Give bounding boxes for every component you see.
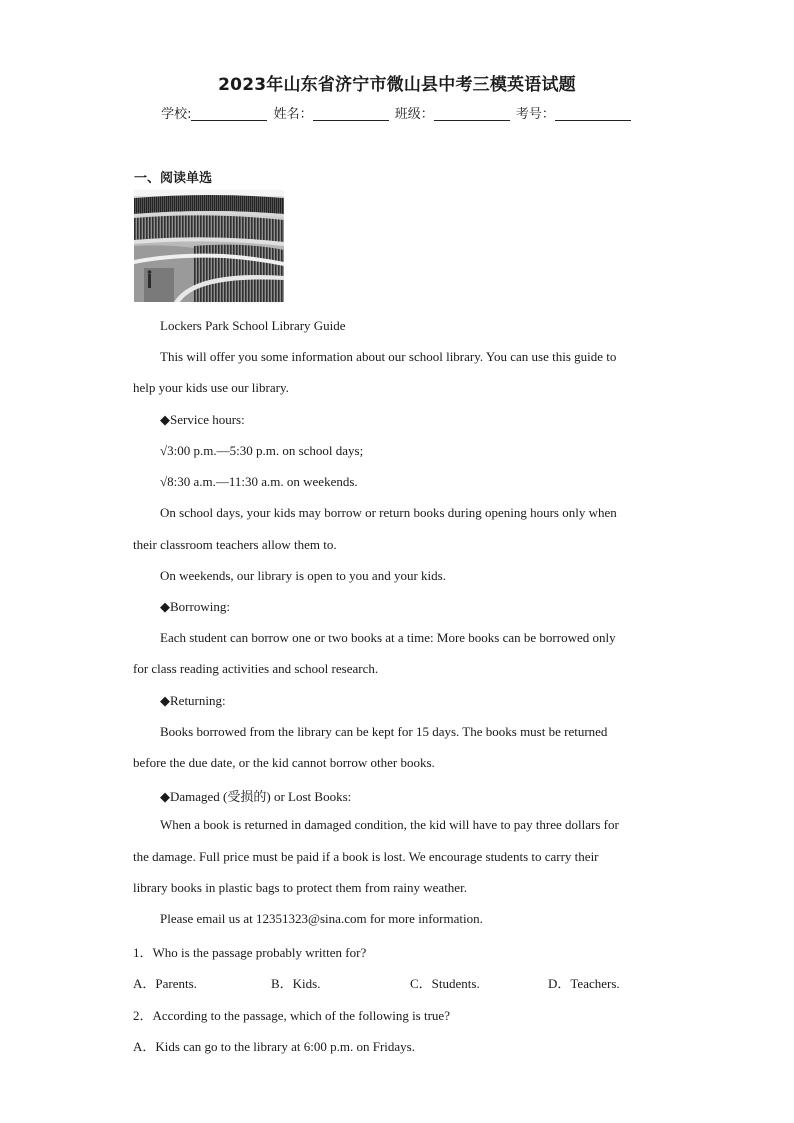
exam-number-blank[interactable] bbox=[555, 107, 631, 121]
returning-text-2: before the due date, or the kid cannot borrow other books. bbox=[133, 755, 435, 770]
weekends-text: On weekends, our library is open to you and your kids. bbox=[160, 568, 446, 583]
returning-heading: ◆Returning: bbox=[160, 693, 226, 708]
borrowing-text-2: for class reading activities and school research. bbox=[133, 661, 379, 676]
question-1-option-c[interactable]: C．Students. bbox=[410, 976, 480, 991]
class-label: 班级： bbox=[394, 107, 434, 122]
returning-text-1: Books borrowed from the library can be kept for 15 days. The books must be returned bbox=[160, 724, 608, 739]
school-blank[interactable] bbox=[191, 107, 267, 121]
name-label: 姓名： bbox=[273, 107, 313, 122]
hours-weekends: √8:30 a.m.—11:30 a.m. on weekends. bbox=[160, 474, 358, 489]
question-1-option-d[interactable]: D．Teachers. bbox=[548, 976, 620, 991]
damaged-text-2: the damage. Full price must be paid if a book is lost. We encourage students to carry their bbox=[133, 849, 599, 864]
question-1-option-b[interactable]: B．Kids. bbox=[271, 976, 321, 991]
service-hours-heading: ◆Service hours: bbox=[160, 412, 245, 427]
name-blank[interactable] bbox=[313, 107, 389, 121]
passage-intro-1: This will offer you some information about our school library. You can use this guide to bbox=[160, 349, 617, 364]
question-1-option-a[interactable]: A．Parents. bbox=[133, 976, 197, 991]
passage-intro-2: help your kids use our library. bbox=[133, 380, 289, 395]
exam-number-label: 考号： bbox=[515, 107, 555, 122]
borrowing-heading: ◆Borrowing: bbox=[160, 599, 230, 614]
damaged-heading: ◆Damaged (受损的) or Lost Books: bbox=[160, 789, 352, 804]
school-days-text-1: On school days, your kids may borrow or return books during opening hours only when bbox=[160, 505, 617, 520]
hours-school-days: √3:00 p.m.—5:30 p.m. on school days; bbox=[160, 443, 364, 458]
library-illustration bbox=[134, 190, 284, 302]
question-2-stem: 2．According to the passage, which of the following is true? bbox=[133, 1008, 450, 1023]
contact-email: Please email us at 12351323@sina.com for more information. bbox=[160, 911, 483, 926]
class-blank[interactable] bbox=[434, 107, 510, 121]
borrowing-text-1: Each student can borrow one or two books at a time: More books can be borrowed only bbox=[160, 630, 616, 645]
page-title: 2023年山东省济宁市微山县中考三模英语试题 bbox=[218, 75, 576, 95]
school-days-text-2: their classroom teachers allow them to. bbox=[133, 537, 337, 552]
question-2-option-a[interactable]: A．Kids can go to the library at 6:00 p.m. on Fridays. bbox=[133, 1039, 415, 1054]
student-info-line bbox=[0, 103, 794, 122]
passage-heading: Lockers Park School Library Guide bbox=[160, 318, 346, 333]
section-title: 一、阅读单选 bbox=[134, 171, 213, 186]
library-photo bbox=[134, 190, 284, 302]
damaged-text-1: When a book is returned in damaged condition, the kid will have to pay three dollars for bbox=[160, 817, 619, 832]
damaged-text-3: library books in plastic bags to protect them from rainy weather. bbox=[133, 880, 467, 895]
question-1-stem: 1．Who is the passage probably written for? bbox=[133, 945, 367, 960]
school-label: 学校: bbox=[161, 107, 192, 122]
